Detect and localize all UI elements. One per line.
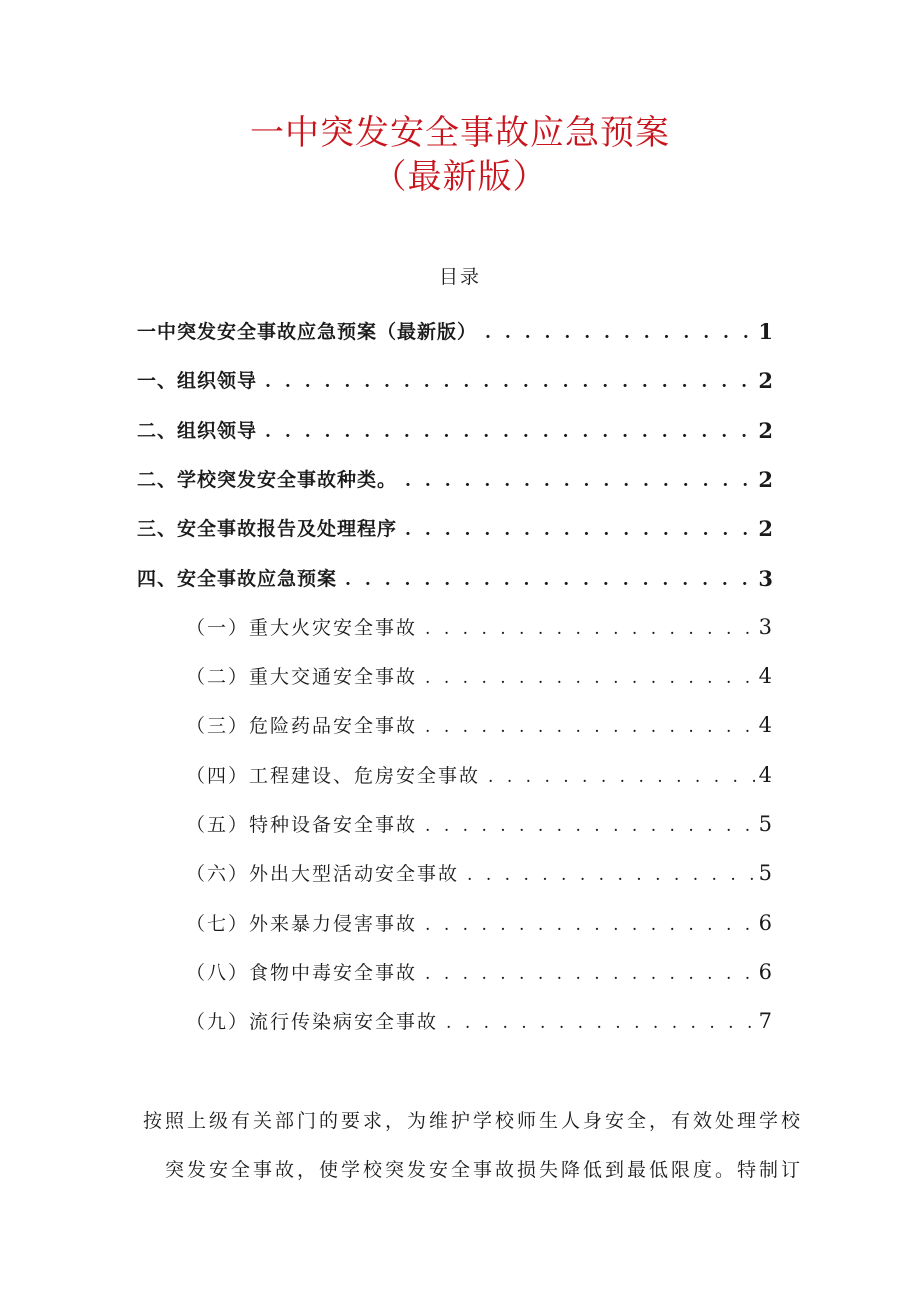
toc-page-number: 6 (758, 959, 774, 983)
toc-entry[interactable] (137, 409, 774, 441)
document-subtitle: （最新版） (372, 157, 548, 197)
body-paragraph-line-1: 按照上级有关部门的要求，为维护学校师生人身安全，有效处理学校 (143, 1110, 804, 1132)
toc-entry[interactable] (186, 655, 774, 687)
toc-entry[interactable] (186, 803, 774, 835)
toc-page-number: 4 (758, 762, 774, 786)
toc-entry[interactable] (186, 951, 774, 983)
toc-leader-dots (405, 473, 754, 490)
toc-entry-title: 三、安全事故报告及处理程序 (137, 518, 398, 540)
toc-page-number: 2 (758, 516, 774, 540)
toc-leader-dots (425, 670, 755, 687)
toc-entry-title: （四）工程建设、危房安全事故 (186, 764, 481, 786)
toc-heading: 目录 (438, 266, 481, 288)
toc-leader-dots (488, 769, 755, 786)
toc-entry-title: 一、组织领导 (137, 370, 258, 392)
toc-entry-title: （五）特种设备安全事故 (186, 814, 418, 835)
toc-entry-title: 二、学校突发安全事故种类。 (137, 468, 398, 490)
toc-leader-dots (265, 424, 754, 441)
toc-leader-dots (425, 621, 755, 638)
toc-entry-title: 二、组织领导 (137, 419, 258, 441)
toc-entry[interactable] (137, 359, 774, 391)
toc-entry[interactable] (137, 557, 774, 589)
toc-entry[interactable] (186, 704, 774, 736)
body-paragraph-line-2: 突发安全事故，使学校突发安全事故损失降低到最低限度。特制订 (165, 1159, 804, 1181)
toc-leader-dots (425, 966, 755, 983)
document-title: 一中突发安全事故应急预案 (250, 113, 670, 153)
toc-page-number: 3 (758, 565, 774, 589)
toc-leader-dots (446, 1015, 755, 1032)
toc-entry[interactable] (186, 754, 774, 786)
toc-page-number: 6 (758, 910, 774, 934)
toc-page-number: 7 (758, 1009, 774, 1033)
toc-leader-dots (405, 522, 754, 539)
toc-leader-dots (485, 325, 754, 342)
toc-entry-title: （一）重大火灾安全事故 (186, 616, 418, 638)
toc-entry-title: （三）危险药品安全事故 (186, 715, 418, 737)
toc-page-number: 3 (758, 614, 774, 638)
toc-entry-title: （八）食物中毒安全事故 (186, 961, 418, 983)
toc-leader-dots (425, 719, 755, 736)
toc-leader-dots (467, 867, 755, 884)
toc-entry[interactable] (186, 852, 774, 884)
toc-entry[interactable] (137, 507, 774, 539)
toc-page-number: 2 (758, 417, 774, 441)
toc-entry[interactable] (186, 902, 774, 934)
toc-leader-dots (425, 818, 755, 835)
toc-leader-dots (265, 374, 754, 391)
toc-page-number: 2 (758, 368, 774, 392)
toc-entry[interactable] (186, 1000, 774, 1032)
toc-leader-dots (425, 917, 755, 934)
toc-entry-title: （九）流行传染病安全事故 (186, 1011, 439, 1033)
toc-entry[interactable] (186, 606, 774, 638)
toc-leader-dots (345, 572, 754, 589)
toc-entry[interactable] (137, 458, 774, 490)
toc-entry[interactable] (137, 310, 774, 342)
toc-page-number: 4 (758, 713, 774, 737)
toc-page-number: 2 (758, 466, 774, 490)
toc-page-number: 5 (758, 861, 774, 885)
toc-page-number: 1 (758, 319, 774, 342)
toc-page-number: 5 (758, 812, 774, 835)
toc-page-number: 4 (758, 664, 774, 688)
toc-entry-title: （二）重大交通安全事故 (186, 666, 418, 688)
toc-entry-title: （六）外出大型活动安全事故 (186, 863, 460, 885)
toc-entry-title: （七）外来暴力侵害事故 (186, 912, 418, 934)
toc-entry-title: 一中突发安全事故应急预案（最新版） (137, 321, 478, 342)
toc-entry-title: 四、安全事故应急预案 (137, 567, 338, 589)
